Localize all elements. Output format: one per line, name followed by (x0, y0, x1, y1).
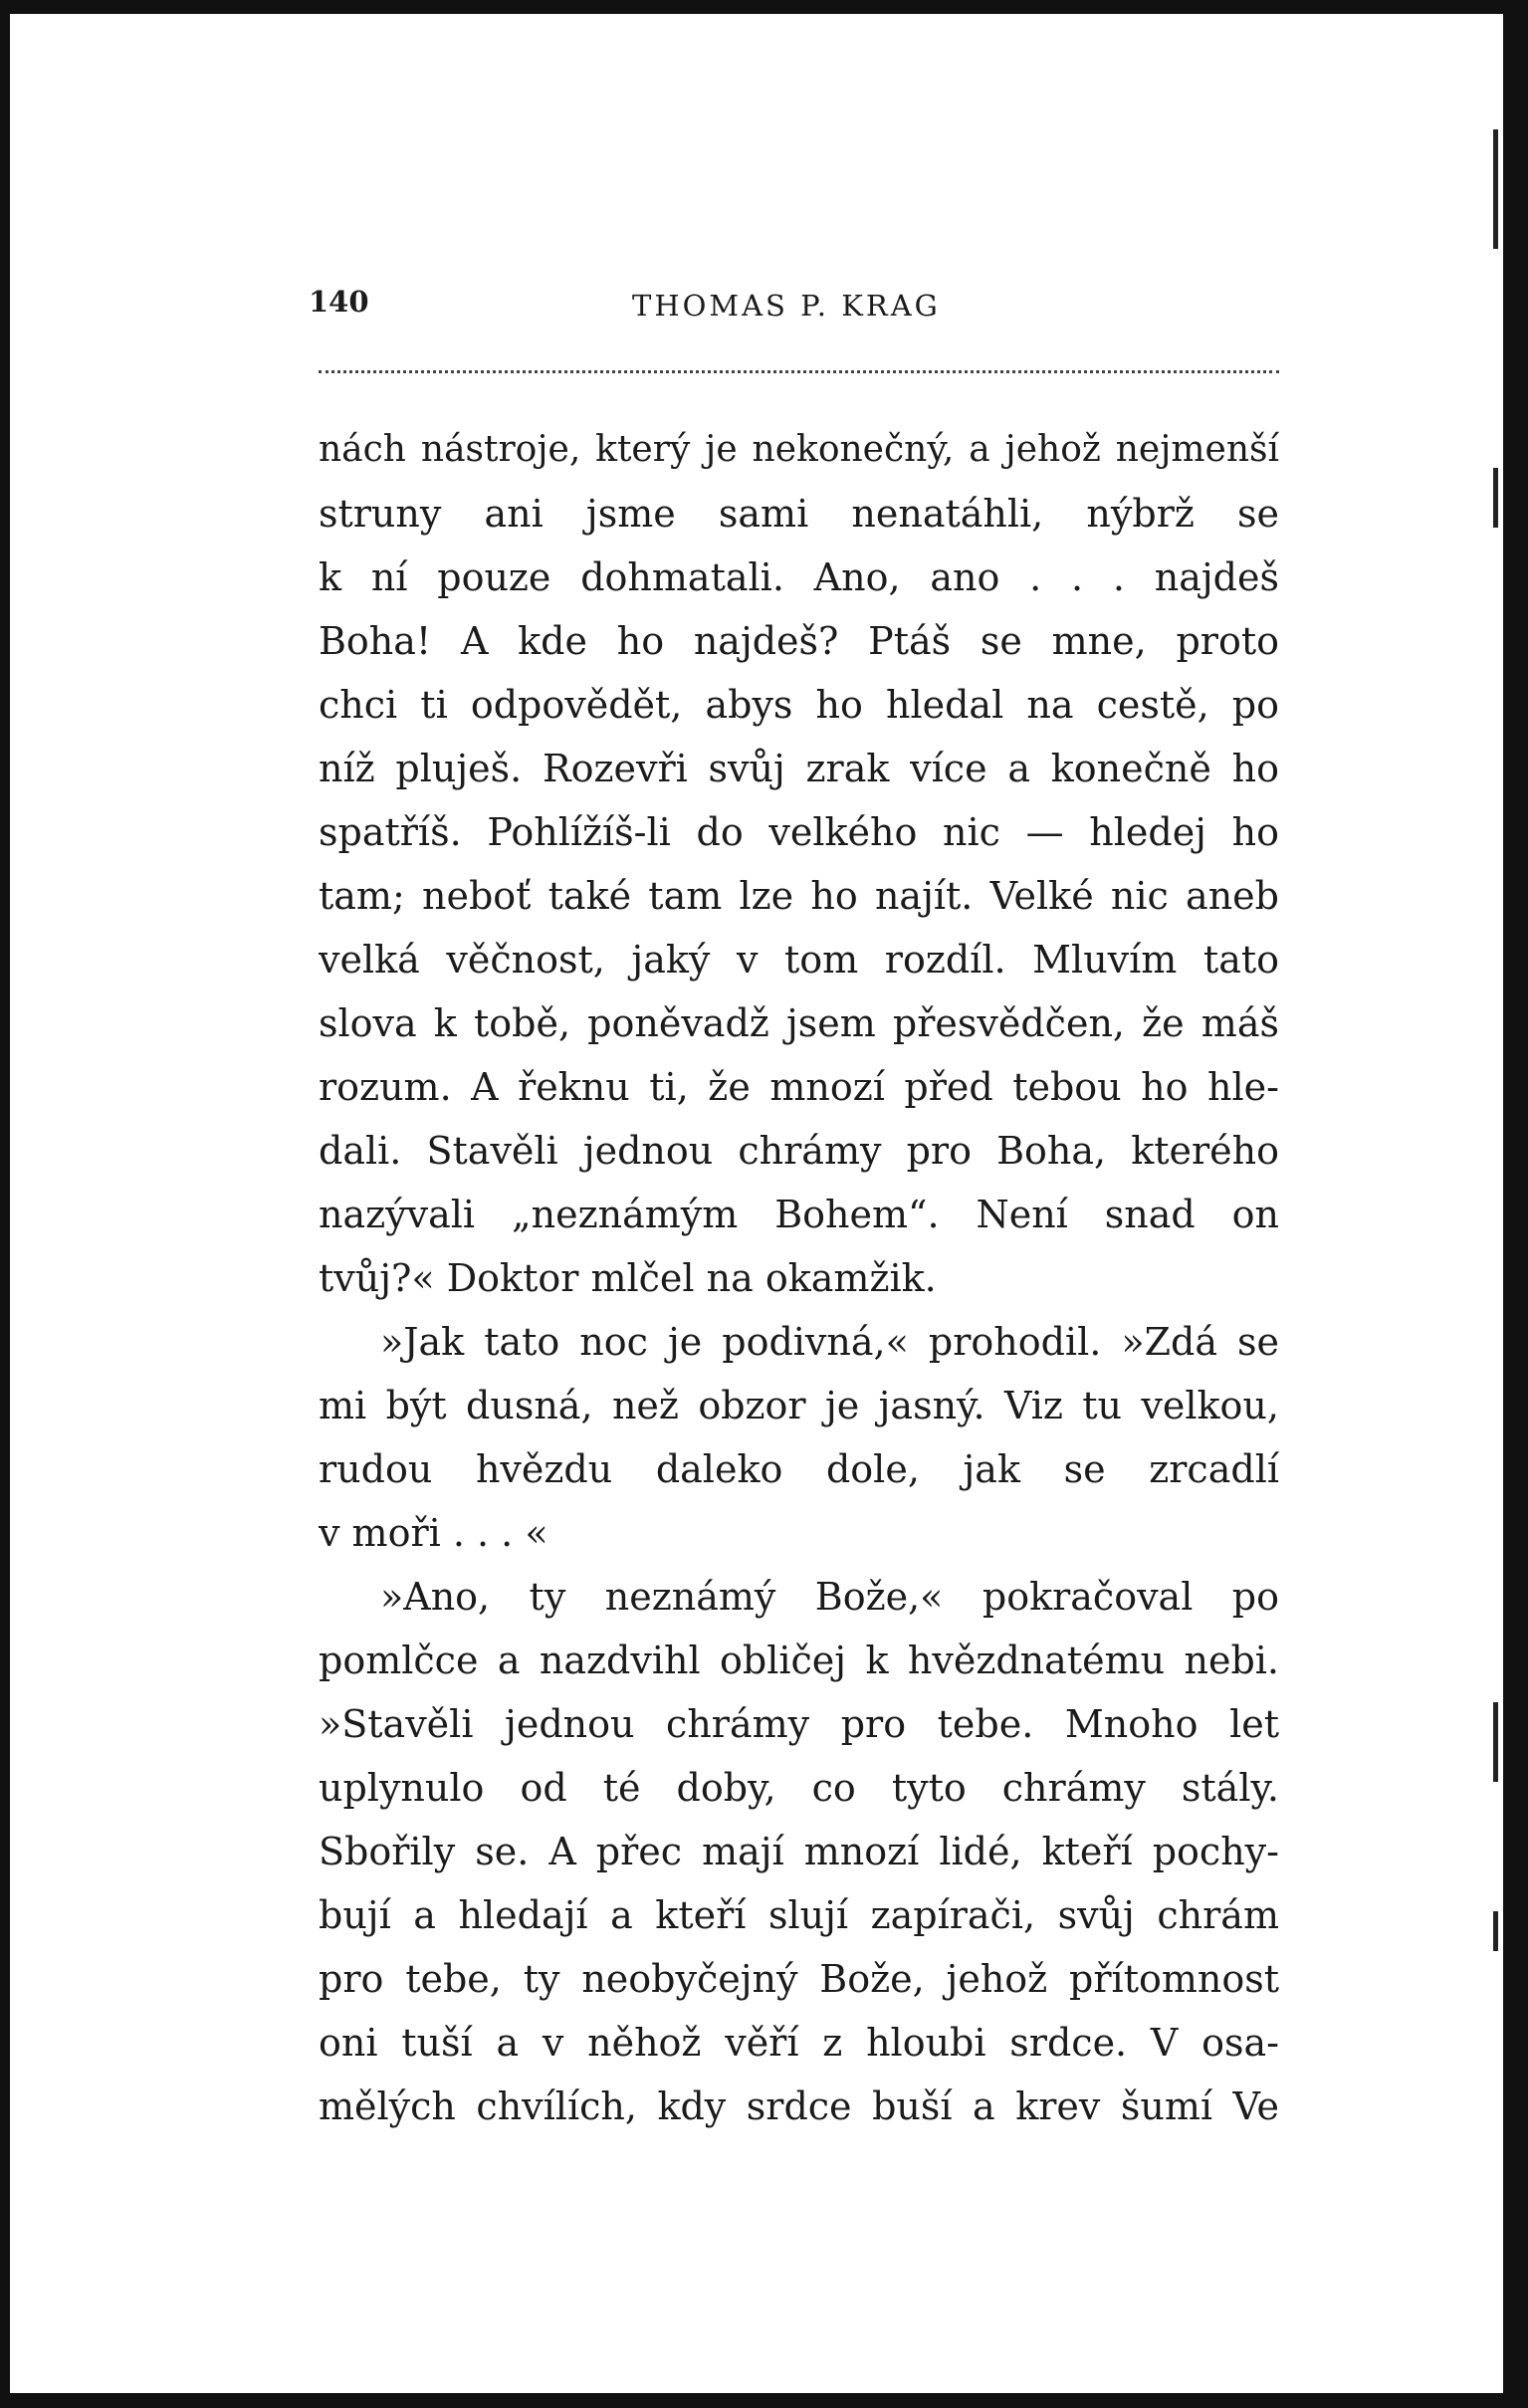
page-number: 140 (309, 285, 369, 319)
text-line: nazývali „neznámým Bohem“. Není snad on (319, 1193, 1279, 1236)
text-line: struny ani jsme sami nenatáhli, nýbrž se (319, 492, 1279, 536)
text-line: Sbořily se. A přec mají mnozí lidé, kteří pochy- (319, 1830, 1279, 1873)
text-line: mělých chvílích, kdy srdce buší a krev šumí Ve (319, 2084, 1279, 2128)
text-line: chci ti odpovědět, abys ho hledal na cestě, po (319, 683, 1279, 727)
scan-edge-mark (1493, 468, 1498, 528)
scan-border-bottom (0, 2393, 1528, 2408)
book-page (309, 269, 1279, 2128)
text-line: bují a hledají a kteří slují zapírači, svůj chrám (319, 1893, 1279, 1937)
text-line: Boha! A kde ho najdeš? Ptáš se mne, proto (319, 619, 1279, 663)
text-line: nách nástroje, který je nekonečný, a jehož nejmenší (319, 429, 1279, 470)
text-line: mi být dusná, než obzor je jasný. Viz tu velkou, (319, 1384, 1279, 1427)
text-line: pomlčce a nazdvihl obličej k hvězdnatému nebi. (319, 1639, 1279, 1682)
scan-border-top (0, 0, 1528, 14)
text-line: pro tebe, ty neobyčejný Bože, jehož přítomnost (319, 1957, 1279, 2001)
running-head (309, 269, 1279, 328)
text-line: »Jak tato noc je podivná,« prohodil. »Zdá se (380, 1320, 1279, 1364)
scan-edge-mark (1493, 1702, 1498, 1782)
header-rule (319, 370, 1279, 373)
scan-edge-mark (1493, 129, 1498, 249)
text-line: slova k tobě, poněvadž jsem přesvědčen, že máš (319, 1001, 1279, 1045)
body-text (319, 418, 1279, 2138)
text-line: k ní pouze dohmatali. Ano, ano . . . najdeš (319, 555, 1279, 599)
scan-border-right (1503, 0, 1528, 2408)
text-line: spatříš. Pohlížíš-li do velkého nic — hledej ho (319, 810, 1279, 854)
text-line: dali. Stavěli jednou chrámy pro Boha, kterého (319, 1129, 1279, 1173)
text-line: tam; neboť také tam lze ho najít. Velké nic aneb (319, 874, 1279, 918)
text-line: »Stavěli jednou chrámy pro tebe. Mnoho let (319, 1702, 1279, 1746)
text-line: oni tuší a v něhož věří z hloubi srdce. V osa- (319, 2021, 1279, 2065)
scan-border-left (0, 0, 10, 2408)
text-line: rudou hvězdu daleko dole, jak se zrcadlí (319, 1447, 1279, 1491)
running-title: THOMAS P. KRAG (632, 289, 941, 323)
text-line: níž pluješ. Rozevři svůj zrak více a konečně ho (319, 747, 1279, 790)
text-line: »Ano, ty neznámý Bože,« pokračoval po (380, 1575, 1279, 1619)
text-line: uplynulo od té doby, co tyto chrámy stály. (319, 1766, 1279, 1810)
text-line: rozum. A řeknu ti, že mnozí před tebou ho hle- (319, 1065, 1279, 1109)
text-line: v moři . . . « (319, 1511, 548, 1555)
scan-edge-mark (1493, 1911, 1498, 1951)
text-line: tvůj?« Doktor mlčel na okamžik. (319, 1256, 937, 1300)
text-line: velká věčnost, jaký v tom rozdíl. Mluvím tato (319, 938, 1279, 982)
